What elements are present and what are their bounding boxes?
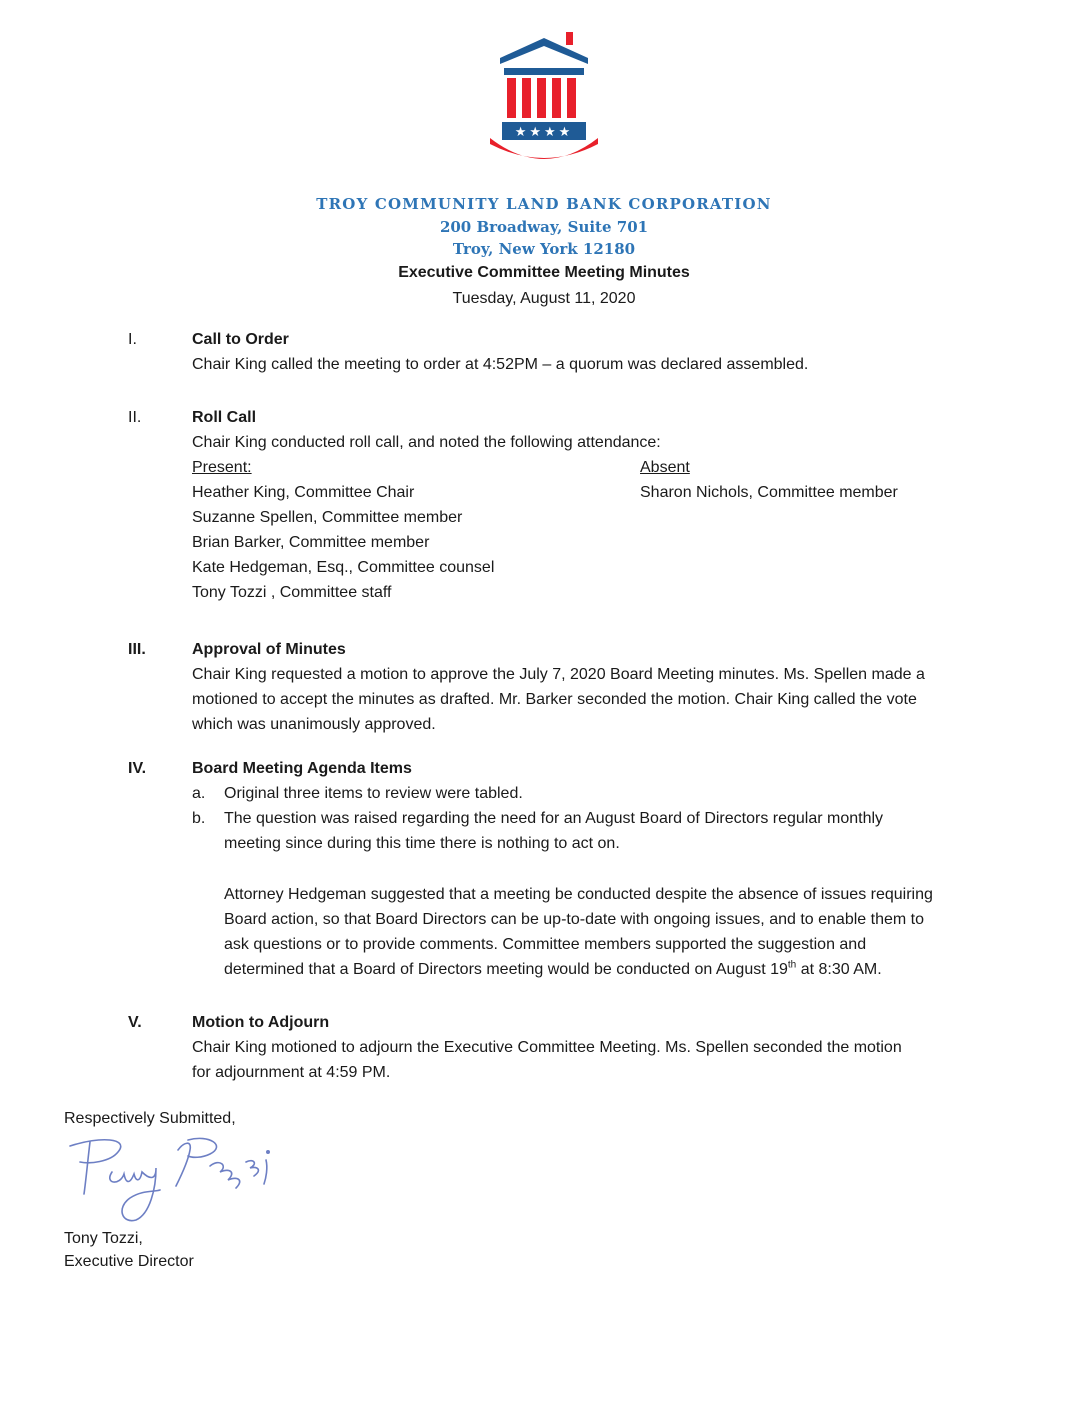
closing-salutation: Respectively Submitted, xyxy=(64,1110,236,1127)
attendee: Tony Tozzi , Committee staff xyxy=(192,584,392,601)
handwritten-signature xyxy=(60,1128,290,1228)
document-title: Executive Committee Meeting Minutes xyxy=(398,264,690,281)
section-heading: Roll Call xyxy=(192,409,257,426)
section-number: I. xyxy=(128,331,137,348)
paragraph-line: Attorney Hedgeman suggested that a meeting be conducted despite the absence of issues requiring xyxy=(224,886,933,903)
section-text-line: which was unanimously approved. xyxy=(192,716,436,733)
paragraph-text: at 8:30 AM. xyxy=(796,961,882,978)
attendee: Kate Hedgeman, Esq., Committee counsel xyxy=(192,559,495,576)
ordinal-suffix: th xyxy=(787,959,797,971)
list-item-text: meeting since during this time there is nothing to act on. xyxy=(224,835,620,852)
section-text-line: for adjournment at 4:59 PM. xyxy=(192,1064,391,1081)
section-heading: Board Meeting Agenda Items xyxy=(192,760,412,777)
paragraph-line: Board action, so that Board Directors can be up-to-date with ongoing issues, and to enable them to xyxy=(224,911,924,928)
address-line-1: 200 Broadway, Suite 701 xyxy=(439,218,649,236)
section-number: II. xyxy=(128,409,142,426)
paragraph-text: determined that a Board of Directors meeting would be conducted on August 19 xyxy=(224,961,788,978)
section-heading: Motion to Adjourn xyxy=(192,1014,330,1031)
list-item-text: The question was raised regarding the need for an August Board of Directors regular monthly xyxy=(224,810,884,827)
list-item xyxy=(192,806,1028,856)
section-text-line: motioned to accept the minutes as drafted. Mr. Barker seconded the motion. Chair King called the vote xyxy=(192,691,917,708)
signer-title: Executive Director xyxy=(64,1253,194,1270)
paragraph-line: ask questions or to provide comments. Committee members supported the suggestion and xyxy=(224,936,867,953)
section-text-line: Chair King motioned to adjourn the Executive Committee Meeting. Ms. Spellen seconded the motion xyxy=(192,1039,902,1056)
attendance-table xyxy=(192,455,1028,601)
absentee: Sharon Nichols, Committee member xyxy=(640,484,898,501)
meeting-date: Tuesday, August 11, 2020 xyxy=(452,290,636,307)
section-text: Chair King called the meeting to order at 4:52PM – a quorum was declared assembled. xyxy=(192,356,809,373)
present-column xyxy=(192,455,494,605)
land-bank-logo xyxy=(486,30,602,166)
section-number: III. xyxy=(128,641,146,658)
list-item xyxy=(192,781,1028,806)
list-item-text: Original three items to review were tabled. xyxy=(224,785,523,802)
section-number: IV. xyxy=(128,760,147,777)
section-number: V. xyxy=(128,1014,142,1031)
attendee: Suzanne Spellen, Committee member xyxy=(192,509,463,526)
section-text: Chair King conducted roll call, and noted the following attendance: xyxy=(192,434,661,451)
signer-name: Tony Tozzi, xyxy=(64,1230,143,1247)
paragraph-line xyxy=(224,957,1028,982)
svg-text:★★★★: ★★★★ xyxy=(514,125,574,140)
section-heading: Call to Order xyxy=(192,331,289,348)
absent-column xyxy=(640,455,898,505)
list-marker: b. xyxy=(192,810,206,827)
section-text-line: Chair King requested a motion to approve the July 7, 2020 Board Meeting minutes. Ms. Spellen made a xyxy=(192,666,925,683)
organization-name: TROY COMMUNITY LAND BANK CORPORATION xyxy=(316,195,772,213)
present-label: Present: xyxy=(192,459,252,476)
list-marker: a. xyxy=(192,785,206,802)
section-heading: Approval of Minutes xyxy=(192,641,346,658)
address-line-2: Troy, New York 12180 xyxy=(452,240,636,258)
attendee: Brian Barker, Committee member xyxy=(192,534,430,551)
absent-label: Absent xyxy=(640,459,690,476)
attendee: Heather King, Committee Chair xyxy=(192,484,415,501)
discussion-paragraph xyxy=(192,882,1028,982)
